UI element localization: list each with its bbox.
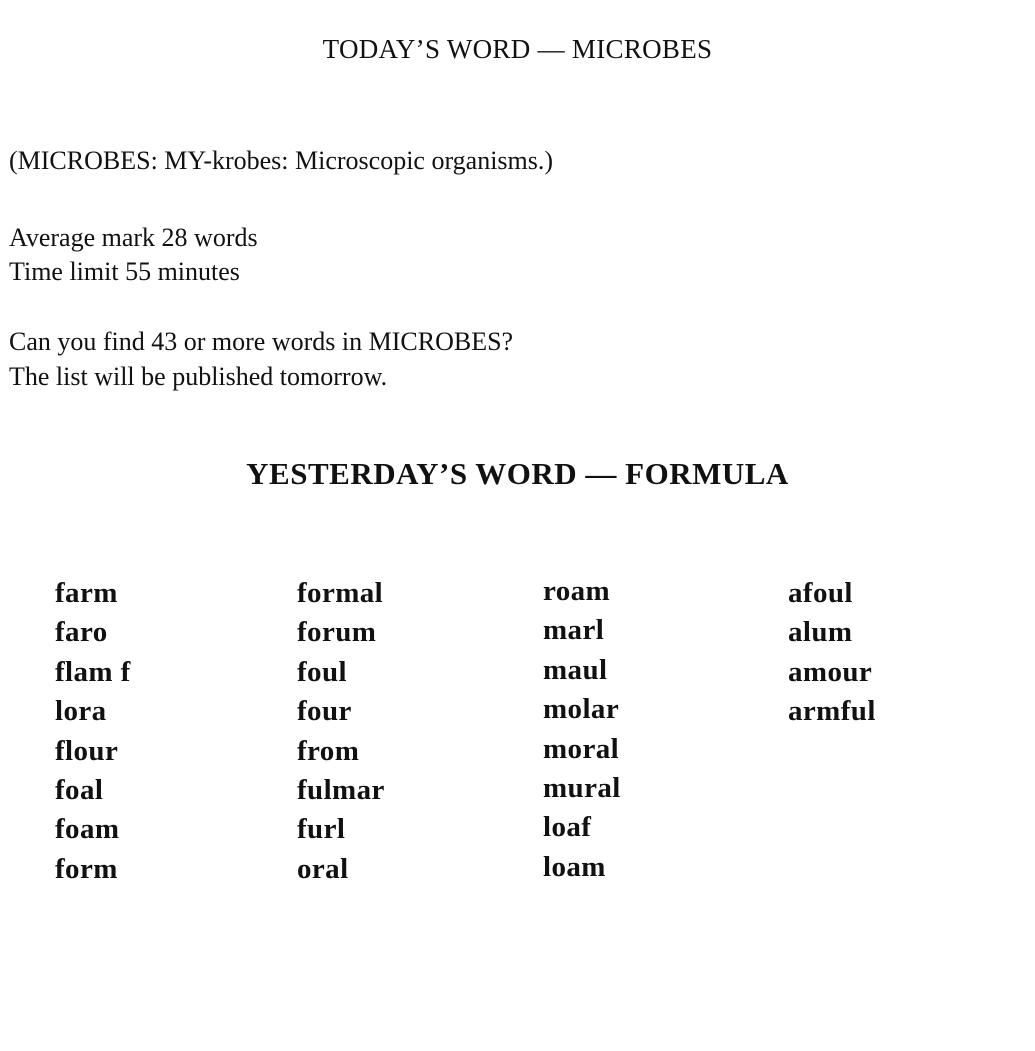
word-item: foal — [55, 773, 104, 806]
word-item: formal — [297, 577, 384, 609]
word-item: marl — [543, 614, 605, 647]
publication-note: The list will be published tomorrow. — [9, 362, 388, 391]
word-item: roam — [543, 575, 611, 607]
time-limit: Time limit 55 minutes — [9, 257, 240, 286]
word-item: loam — [543, 850, 606, 883]
todays-word-title: TODAY’S WORD — MICROBES — [322, 34, 713, 64]
word-item: flam f — [55, 655, 131, 688]
word-item: amour — [788, 655, 873, 688]
word-item: forum — [297, 616, 377, 649]
word-item: mural — [543, 771, 621, 804]
word-definition: (MICROBES: MY-krobes: Microscopic organisms.) — [9, 146, 554, 175]
word-item: maul — [543, 653, 608, 686]
word-item: molar — [543, 693, 620, 726]
word-item: foul — [297, 655, 347, 688]
word-item: furl — [297, 813, 346, 846]
word-item: faro — [55, 616, 108, 649]
word-item: afoul — [788, 577, 853, 609]
word-item: from — [297, 734, 360, 767]
word-item: lora — [55, 695, 107, 728]
word-item: alum — [788, 616, 853, 649]
challenge-question: Can you find 43 or more words in MICROBES? — [9, 327, 514, 356]
word-list-column-3 — [543, 572, 621, 887]
word-item: oral — [297, 852, 349, 885]
word-list-column-4 — [788, 574, 876, 732]
yesterdays-word-title: YESTERDAY’S WORD — FORMULA — [246, 456, 789, 491]
word-item: fulmar — [297, 773, 385, 806]
word-item: loaf — [543, 811, 592, 844]
word-item: foam — [55, 813, 120, 846]
word-item: form — [55, 852, 118, 885]
word-list-column-1 — [55, 574, 131, 889]
word-item: moral — [543, 732, 620, 765]
word-item: armful — [788, 695, 876, 728]
word-list-column-2 — [297, 574, 385, 889]
word-item: four — [297, 695, 352, 728]
word-item: flour — [55, 734, 119, 767]
average-mark: Average mark 28 words — [9, 223, 258, 252]
word-item: farm — [55, 577, 118, 609]
